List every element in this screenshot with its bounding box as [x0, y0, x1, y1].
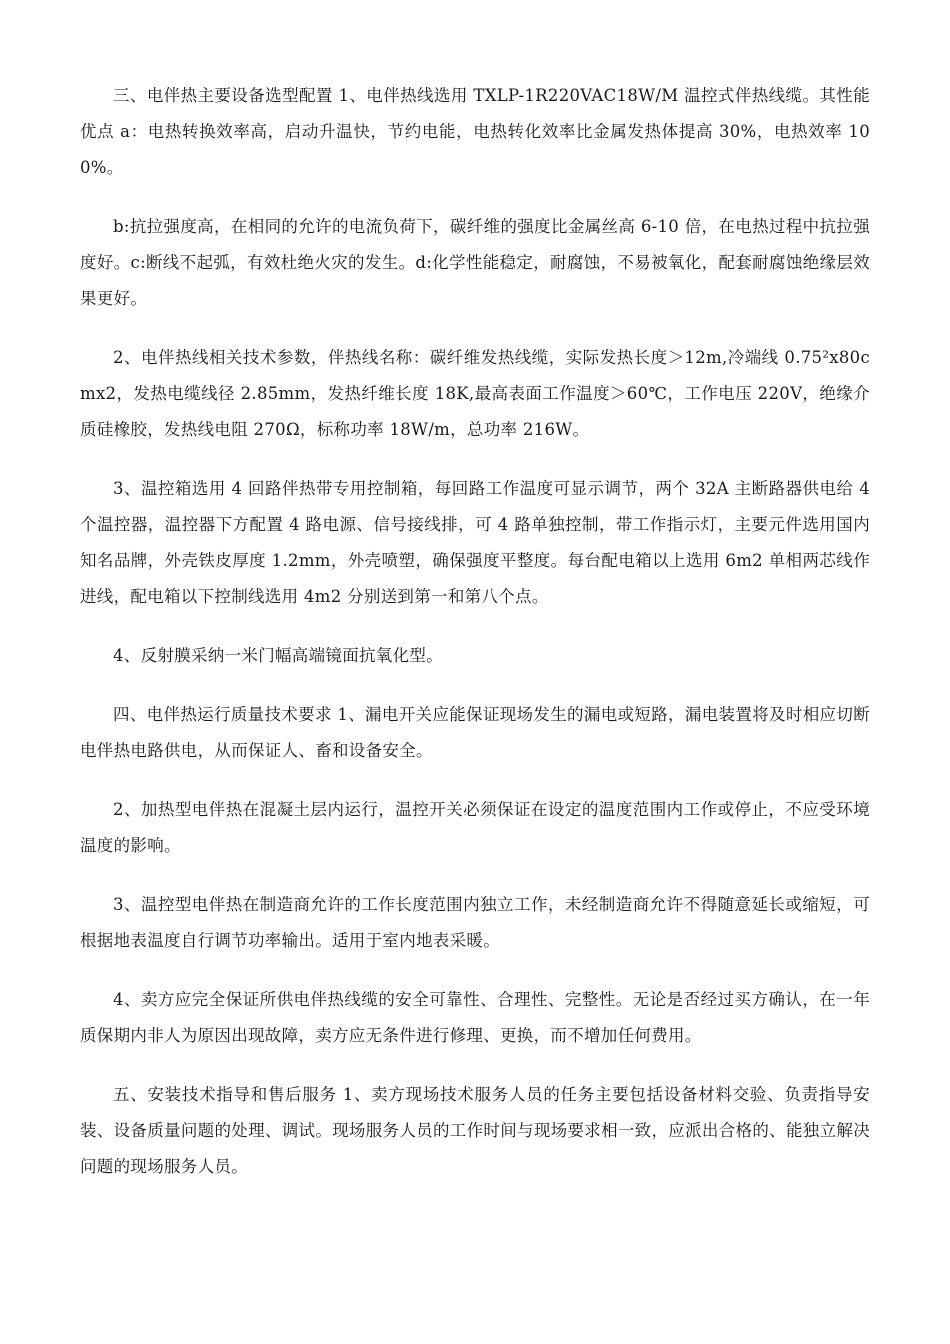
paragraph-technical-parameters: 2、电伴热线相关技术参数，伴热线名称：碳纤维发热线缆，实际发热长度＞12m,冷端线 0.75²x80cmx2，发热电缆线径 2.85mm，发热纤维长度 18K,最高表面工作温度＞60℃，工作电压 220V，绝缘介质硅橡胶，发热线电阻 270Ω，标称功率 18W/m，总功率 216W。 [80, 348, 870, 439]
paragraph-temperature-control: 3、温控型电伴热在制造商允许的工作长度范围内独立工作，未经制造商允许不得随意延长或缩短，可根据地表温度自行调节功率输出。适用于室内地表采暖。 [80, 895, 870, 950]
paragraph-section-5-intro: 五、安装技术指导和售后服务 1、卖方现场技术服务人员的任务主要包括设备材料交验、负责指导安装、设备质量问题的处理、调试。现场服务人员的工作时间与现场要求相一致，应派出合格的、能独立解决问题的现场服务人员。 [80, 1085, 870, 1176]
paragraph-section-3-intro: 三、电伴热主要设备选型配置 1、电伴热线选用 TXLP-1R220VAC18W/M 温控式伴热线缆。其性能优点 a：电热转换效率高，启动升温快，节约电能，电热转化效率比金属发热体提高 30%，电热效率 100%。 [80, 86, 870, 177]
paragraph-warranty: 4、卖方应完全保证所供电伴热线缆的安全可靠性、合理性、完整性。无论是否经过买方确认，在一年质保期内非人为原因出现故障，卖方应无条件进行修理、更换，而不增加任何费用。 [80, 990, 870, 1045]
paragraph-control-box: 3、温控箱选用 4 回路伴热带专用控制箱，每回路工作温度可显示调节，两个 32A 主断路器供电给 4 个温控器，温控器下方配置 4 路电源、信号接线排，可 4 路单独控制，带工作指示灯，主要元件选用国内知名品牌，外壳铁皮厚度 1.2mm，外壳喷塑，确保强度平整度。每台配电箱以上选用 6m2 单相两芯线作进线，配电箱以下控制线选用 4m2 分别送到第一和第八个点。 [80, 479, 870, 606]
document-body [80, 78, 870, 1208]
paragraph-reflective-film: 4、反射膜采纳一米门幅高端镜面抗氧化型。 [113, 646, 443, 665]
paragraph-heating-in-concrete: 2、加热型电伴热在混凝土层内运行，温控开关必须保证在设定的温度范围内工作或停止，不应受环境温度的影响。 [80, 800, 870, 855]
paragraph-section-4-intro: 四、电伴热运行质量技术要求 1、漏电开关应能保证现场发生的漏电或短路，漏电装置将及时相应切断电伴热电路供电，从而保证人、畜和设备安全。 [80, 705, 870, 760]
paragraph-performance-bcd: b:抗拉强度高，在相同的允许的电流负荷下，碳纤维的强度比金属丝高 6-10 倍，在电热过程中抗拉强度好。c:断线不起弧，有效杜绝火灾的发生。d:化学性能稳定，耐腐蚀，不易被氧化，配套耐腐蚀绝缘层效果更好。 [80, 217, 870, 308]
